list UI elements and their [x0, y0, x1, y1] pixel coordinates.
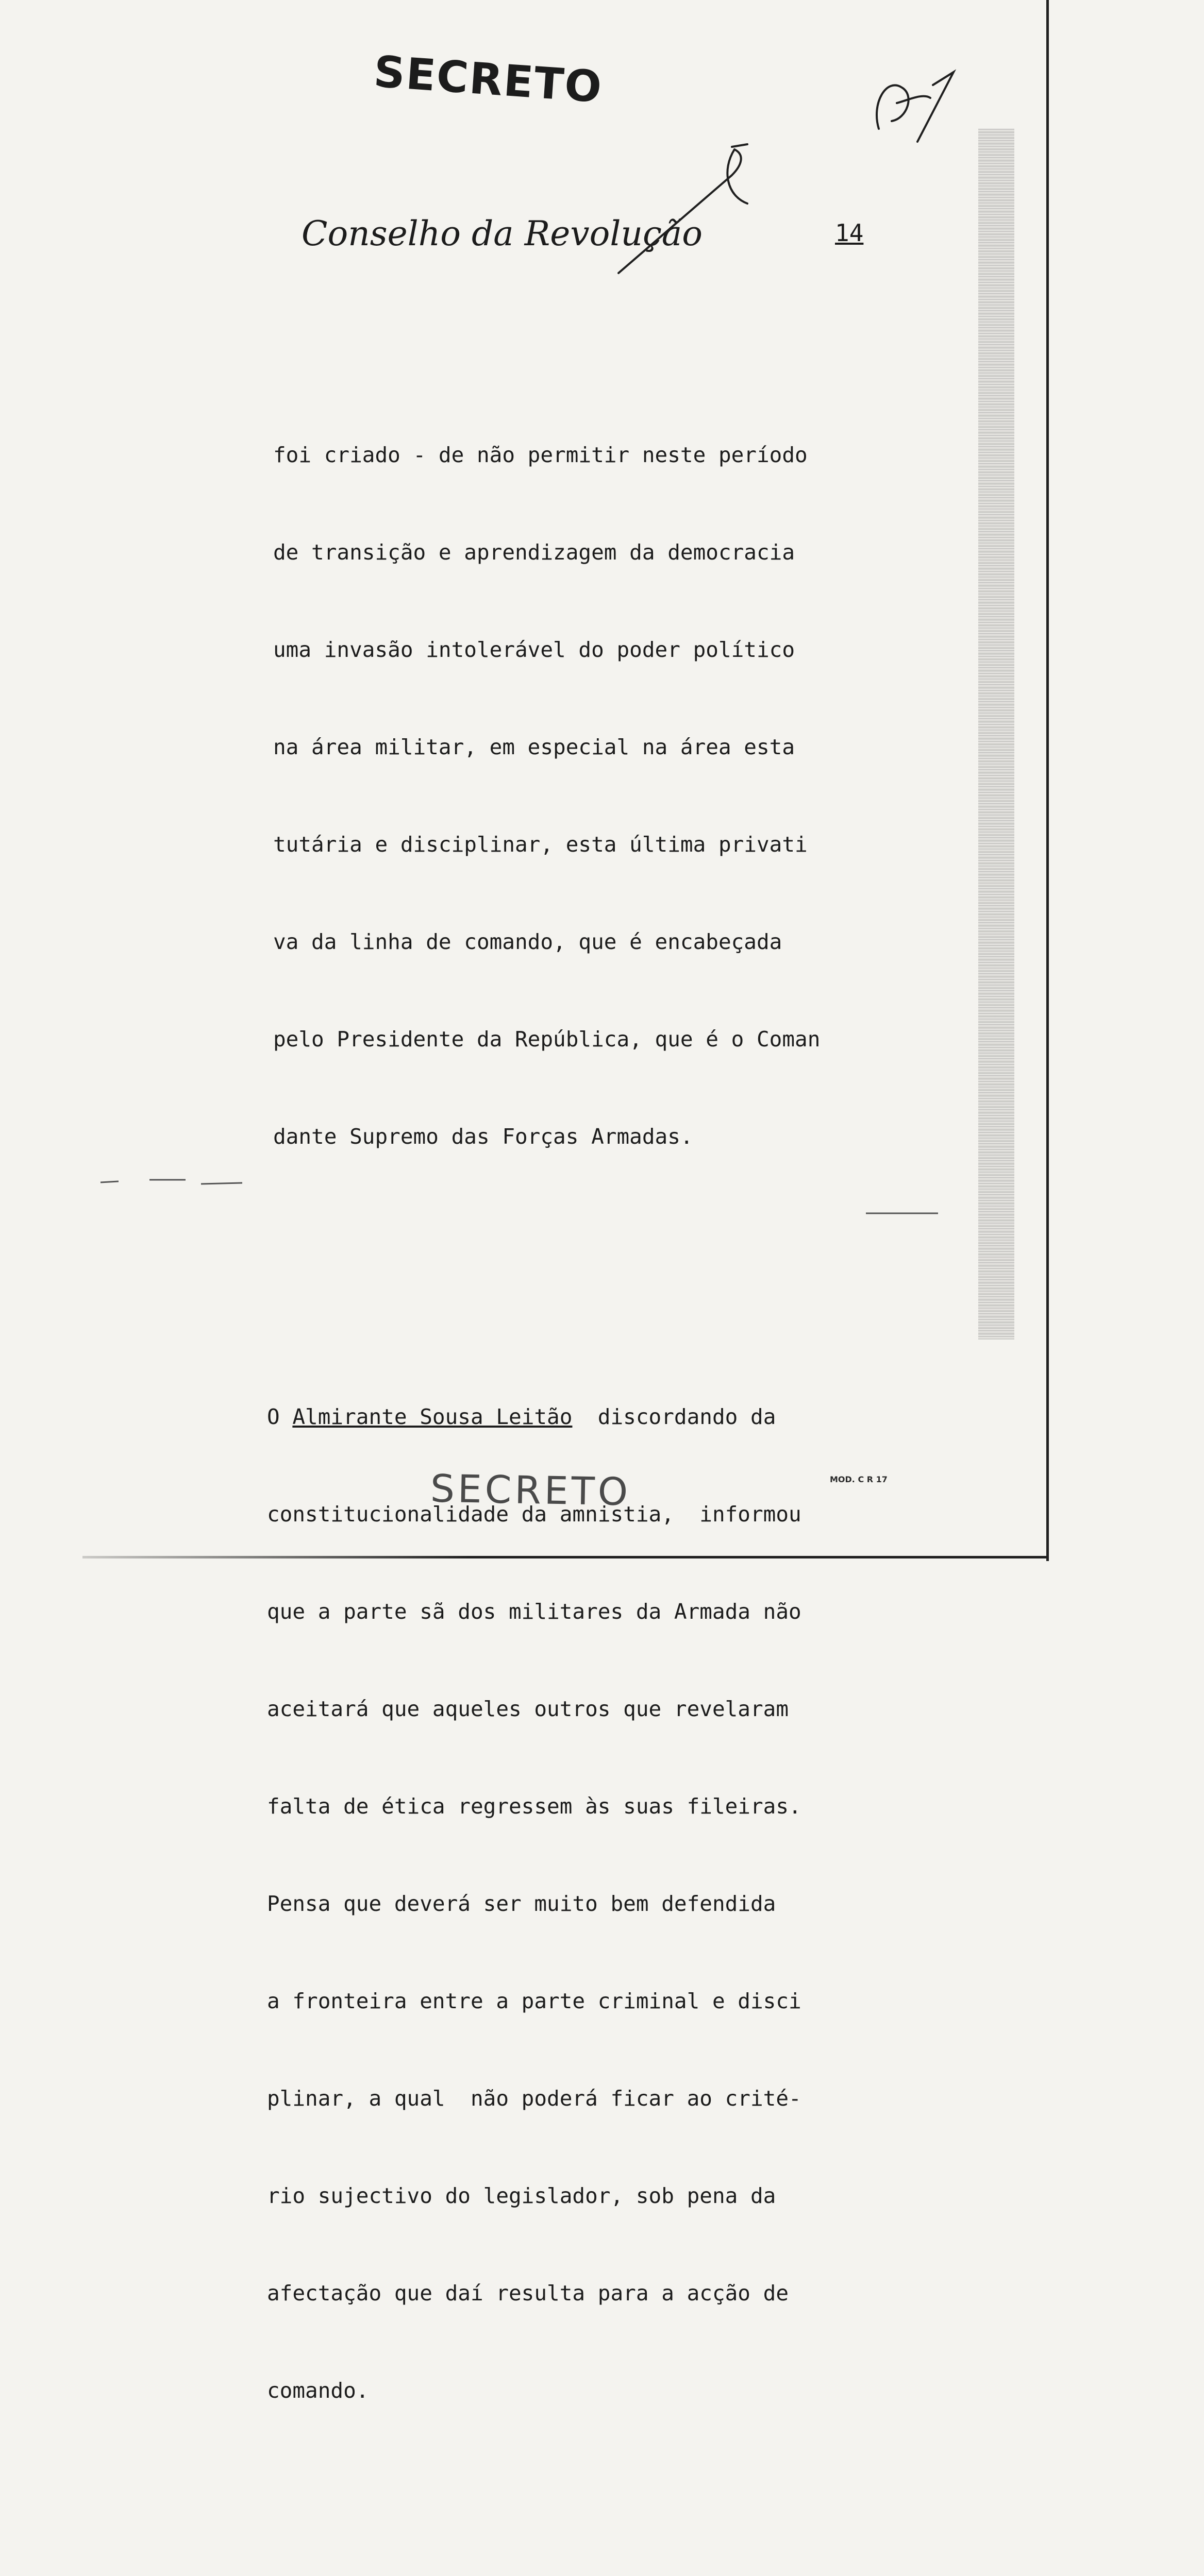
line: a fronteira entre a parte criminal e disci — [267, 1989, 801, 2013]
line: va da linha de comando, que é encabeçada — [273, 929, 782, 954]
secret-stamp-top: SECRETO — [372, 46, 605, 113]
line: foi criado - de não permitir neste período — [273, 443, 808, 467]
line: de transição e aprendizagem da democracia — [273, 540, 795, 565]
line: falta de ética regressem às suas fileiras. — [267, 1794, 801, 1819]
line: plinar, a qual não poderá ficar ao crité- — [267, 2086, 801, 2111]
page-number: 14 — [835, 219, 864, 247]
line: aceitará que aqueles outros que revelaram — [267, 1697, 789, 1721]
line: tutária e disciplinar, esta última privati — [273, 832, 808, 857]
letterhead: Conselho da Revolução — [302, 214, 703, 253]
line: na área militar, em especial na área esta — [273, 735, 795, 759]
line: uma invasão intolerável do poder político — [273, 637, 795, 662]
underlined-name: Almirante Sousa Leitão — [292, 1404, 573, 1429]
signature-icon — [618, 72, 954, 273]
line: Pensa que deverá ser muito bem defendida — [267, 1891, 776, 1916]
line: comando. — [267, 2378, 369, 2403]
paragraph-3 — [263, 2557, 850, 2576]
line: pelo Presidente da República, que é o Coman — [273, 1027, 821, 1052]
line: rio sujectivo do legislador, sob pena da — [267, 2183, 776, 2208]
secret-stamp-bottom: SECRETO — [430, 1466, 631, 1515]
line: O Almirante Sousa Leitão discordando da — [267, 1404, 776, 1429]
line: constitucionalidade da amnistia, informou — [267, 1502, 801, 1527]
paragraph-1 — [273, 374, 850, 1218]
form-code: MOD. C R 17 — [830, 1475, 888, 1484]
line: dante Supremo das Forças Armadas. — [273, 1124, 693, 1149]
body-text — [258, 309, 850, 2576]
line: que a parte sã dos militares da Armada não — [267, 1599, 801, 1624]
line: afectação que daí resulta para a acção de — [267, 2281, 789, 2306]
